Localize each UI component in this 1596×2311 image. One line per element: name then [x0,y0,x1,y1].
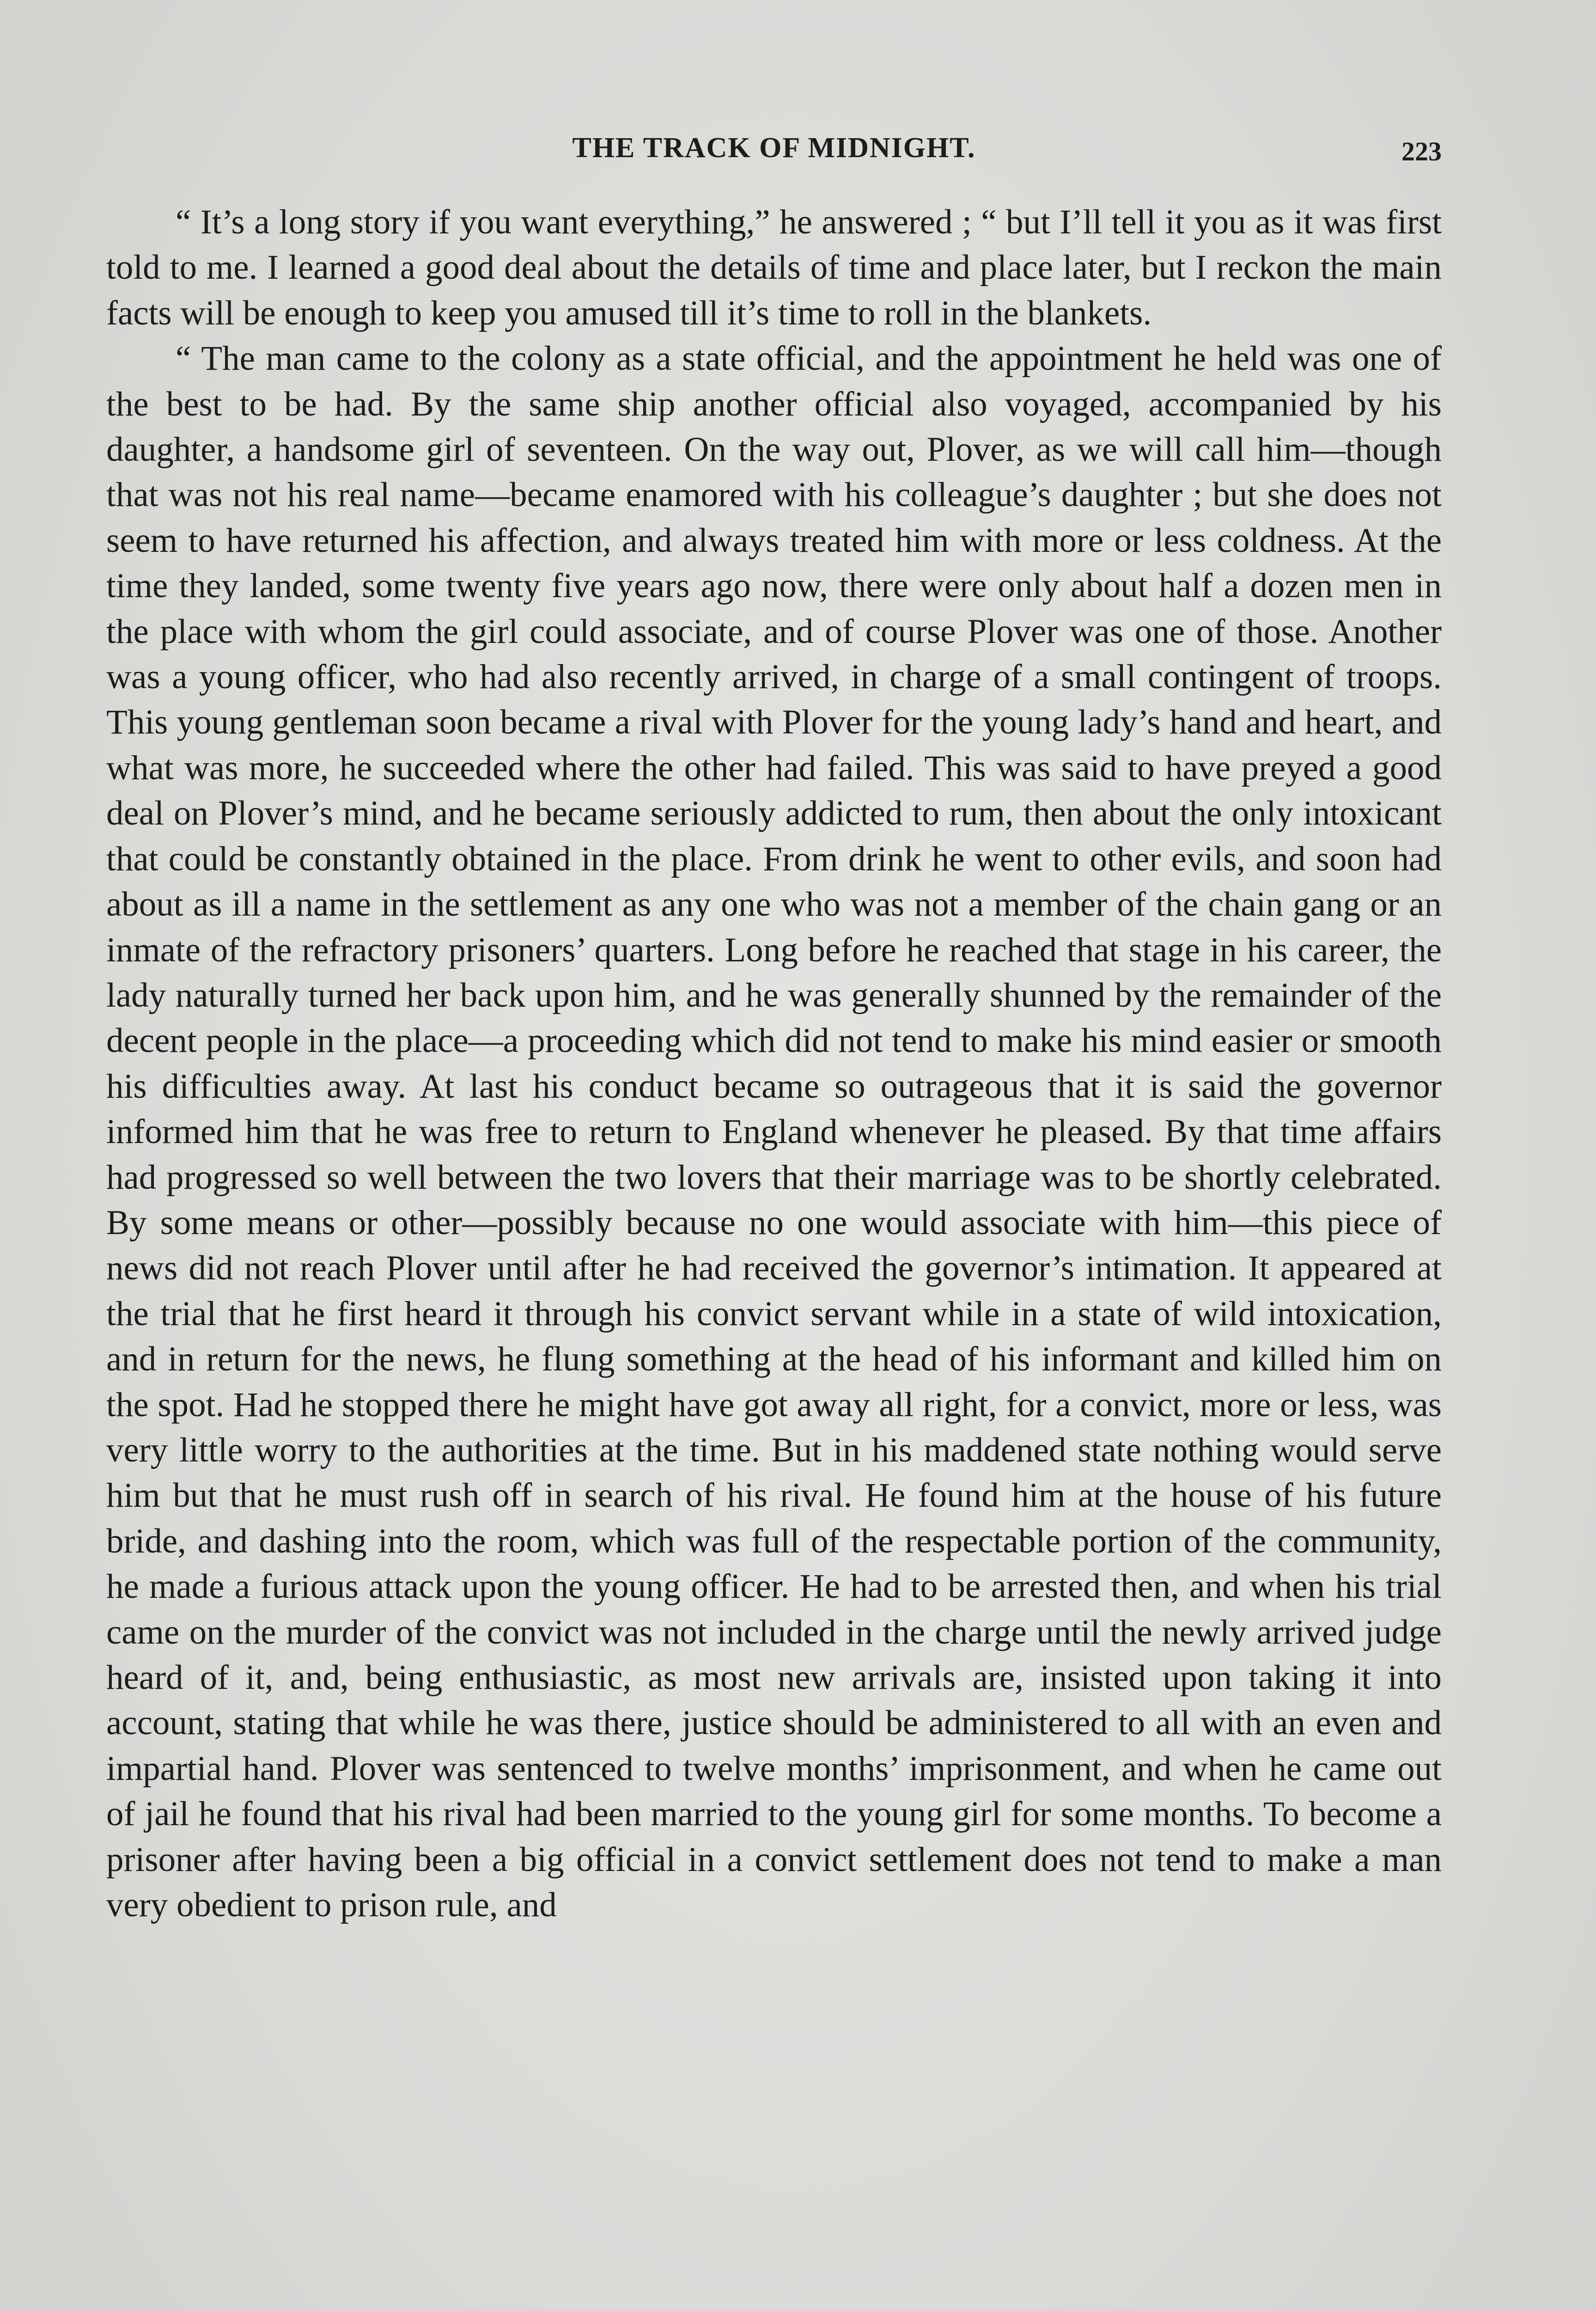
page-number: 223 [1401,136,1442,166]
page-header [106,127,1442,178]
running-title: THE TRACK OF MIDNIGHT. [572,132,976,164]
paragraph: “ The man came to the colony as a state official, and the appointment he held was one of the best to be had. By the same ship another official also voyaged, accompanied by his daughter, a handsome girl of seventeen. On the way out, Plover, as we will call him—though that was not his real name—became enamored with his colleague’s daughter ; but she does not seem to have returned his affection, and always treated him with more or less coldness. At the time they landed, some twenty five years ago now, there were only about half a dozen men in the place with whom the girl could associate, and of course Plover was one of those. Another was a young officer, who had also recently arrived, in charge of a small contingent of troops. This young gentleman soon became a rival with Plover for the young lady’s hand and heart, and what was more, he succeeded where the other had failed. This was said to have preyed a good deal on Plover’s mind, and he became seriously addicted to rum, then about the only intoxicant that could be constantly obtained in the place. From drink he went to other evils, and soon had about as ill a name in the settlement as any one who was not a member of the chain gang or an inmate of the refractory prisoners’ quarters. Long before he reached that stage in his career, the lady naturally turned her back upon him, and he was generally shunned by the remainder of the decent people in the place—a proceeding which did not tend to make his mind easier or smooth his difficulties away. At last his conduct became so outrageous that it is said the governor informed him that he was free to return to England whenever he pleased. By that time affairs had progressed so well between the two lovers that their marriage was to be shortly celebrated. By some means or other—possibly because no one would associate with him—this piece of news did not reach Plover until after he had received the governor’s intimation. It appeared at the trial that he first heard it through his convict servant while in a state of wild intoxication, and in return for the news, he flung something at the head of his informant and killed him on the spot. Had he stopped there he might have got away all right, for a convict, more or less, was very little worry to the authorities at the time. But in his maddened state nothing would serve him but that he must rush off in search of his rival. He found him at the house of his future bride, and dashing into the room, which was full of the respectable portion of the community, he made a furious attack upon the young officer. He had to be arrested then, and when his trial came on the murder of the convict was not included in the charge until the newly arrived judge heard of it, and, being enthusiastic, as most new arrivals are, insisted upon taking it into account, stating that while he was there, justice should be administered to all with an even and impartial hand. Plover was sentenced to twelve months’ imprisonment, and when he came out of jail he found that his rival had been married to the young girl for some months. To become a prisoner after having been a big official in a convict settlement does not tend to make a man very obedient to prison rule, and [106,339,1442,1925]
paragraph: “ It’s a long story if you want everything,” he answered ; “ but I’ll tell it you as it was first told to me. I learned a good deal about the details of time and place later, but I reckon the main facts will be enough to keep you amused till it’s time to roll in the blankets. [106,203,1442,332]
body-text [106,200,1442,1928]
